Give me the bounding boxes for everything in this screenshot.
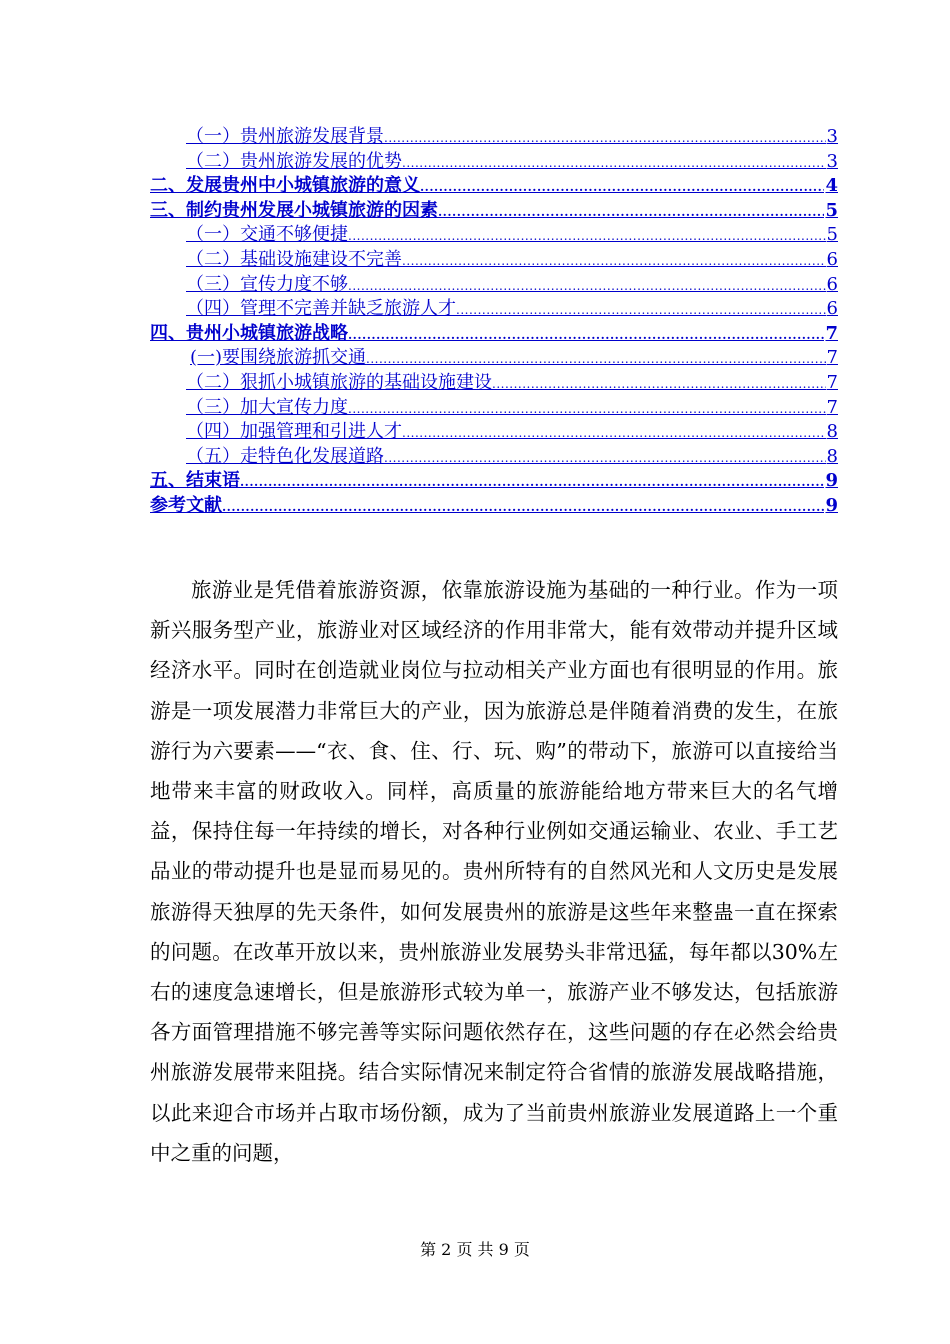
toc-entry-title: （三）宣传力度不够 [186,273,348,295]
toc-entry[interactable] [150,346,838,371]
toc-leader-dots [420,175,824,200]
toc-entry-title: （二）狠抓小城镇旅游的基础设施建设 [186,371,492,393]
toc-entry-title: （一）交通不够便捷 [186,224,348,246]
toc-entry-page: 9 [825,470,838,492]
toc-entry-title: 四、贵州小城镇旅游战略 [150,322,348,344]
toc-entry[interactable] [150,223,838,248]
toc-leader-dots [348,224,826,249]
toc-entry[interactable] [150,248,838,273]
toc-leader-dots [402,421,826,446]
toc-entry[interactable] [150,396,838,421]
toc-leader-dots [222,495,824,520]
toc-entry-page: 4 [825,175,838,197]
toc-entry[interactable] [150,494,838,519]
toc-entry[interactable] [150,322,838,347]
toc-entry-title: (一)要围绕旅游抓交通 [190,347,367,369]
toc-leader-dots [456,298,826,323]
page-footer: 第 2 页 共 9 页 [420,1240,530,1259]
toc-leader-dots [348,274,826,299]
toc-entry-title: 三、制约贵州发展小城镇旅游的因素 [150,199,438,221]
toc-leader-dots [384,446,826,471]
toc-entry-page: 3 [826,150,838,172]
toc-entry-page: 6 [826,248,838,270]
toc-entry-page: 5 [826,224,838,246]
body-paragraph: 旅游业是凭借着旅游资源，依靠旅游设施为基础的一种行业。作为一项新兴服务型产业，旅游业对区域经济的作用非常大，能有效带动并提升区域经济水平。同时在创造就业岗位与拉动相关产业方面也有很明显的作用。旅游是一项发展潜力非常巨大的产业，因为旅游总是伴随着消费的发生，在旅游行为六要素——“衣、食、住、行、玩、购”的带动下，旅游可以直接给当地带来丰富的财政收入。同样，高质量的旅游能给地方带来巨大的名气增益，保持住每一年持续的增长，对各种行业例如交通运输业、农业、手工艺品业的带动提升也是显而易见的。贵州所特有的自然风光和人文历史是发展旅游得天独厚的先天条件，如何发展贵州的旅游是这些年来整蛊一直在探索的问题。在改革开放以来，贵州旅游业发展势头非常迅猛，每年都以30%左右的速度急速增长，但是旅游形式较为单一，旅游产业不够发达，包括旅游各方面管理措施不够完善等实际问题依然存在，这些问题的存在必然会给贵州旅游发展带来阻挠。结合实际情况来制定符合省情的旅游发展战略措施，以此来迎合市场并占取市场份额，成为了当前贵州旅游业发展道路上一个重中之重的问题， [150,578,838,1165]
toc-entry[interactable] [150,199,838,224]
toc-entry-page: 5 [825,199,838,221]
toc-entry-title: 五、结束语 [150,470,240,492]
body-text [150,570,838,1173]
toc-entry-title: （四）管理不完善并缺乏旅游人才 [186,298,456,320]
toc-entry-page: 7 [826,396,838,418]
toc-leader-dots [402,249,826,274]
toc-entry[interactable] [150,174,838,199]
toc-entry[interactable] [150,125,838,150]
table-of-contents [150,125,838,519]
toc-entry-title: （三）加大宣传力度 [186,396,348,418]
toc-entry-page: 8 [826,421,838,443]
toc-entry[interactable] [150,297,838,322]
toc-entry[interactable] [150,420,838,445]
toc-leader-dots [402,151,826,176]
toc-entry-title: （二）基础设施建设不完善 [186,248,402,270]
toc-leader-dots [240,470,824,495]
toc-leader-dots [492,372,826,397]
toc-leader-dots [348,397,826,422]
toc-entry-page: 9 [825,494,838,516]
toc-entry[interactable] [150,150,838,175]
toc-entry-title: 参考文献 [150,494,222,516]
toc-entry-title: （一）贵州旅游发展背景 [186,126,384,147]
toc-entry-page: 6 [826,298,838,320]
toc-entry[interactable] [150,371,838,396]
toc-entry-title: （五）走特色化发展道路 [186,445,384,467]
toc-leader-dots [348,323,824,348]
toc-entry[interactable] [150,273,838,298]
toc-entry-title: （四）加强管理和引进人才 [186,421,402,443]
toc-entry-page: 7 [826,371,838,393]
toc-entry-page: 6 [826,273,838,295]
toc-leader-dots [366,347,826,372]
toc-entry-page: 7 [826,347,838,369]
toc-leader-dots [384,126,826,151]
toc-entry-page: 8 [826,445,838,467]
toc-entry-page: 3 [826,126,838,147]
toc-entry-title: 二、发展贵州中小城镇旅游的意义 [150,175,420,197]
toc-entry[interactable] [150,469,838,494]
toc-entry[interactable] [150,445,838,470]
toc-leader-dots [438,200,824,225]
toc-entry-title: （二）贵州旅游发展的优势 [186,150,402,172]
toc-entry-page: 7 [825,322,838,344]
